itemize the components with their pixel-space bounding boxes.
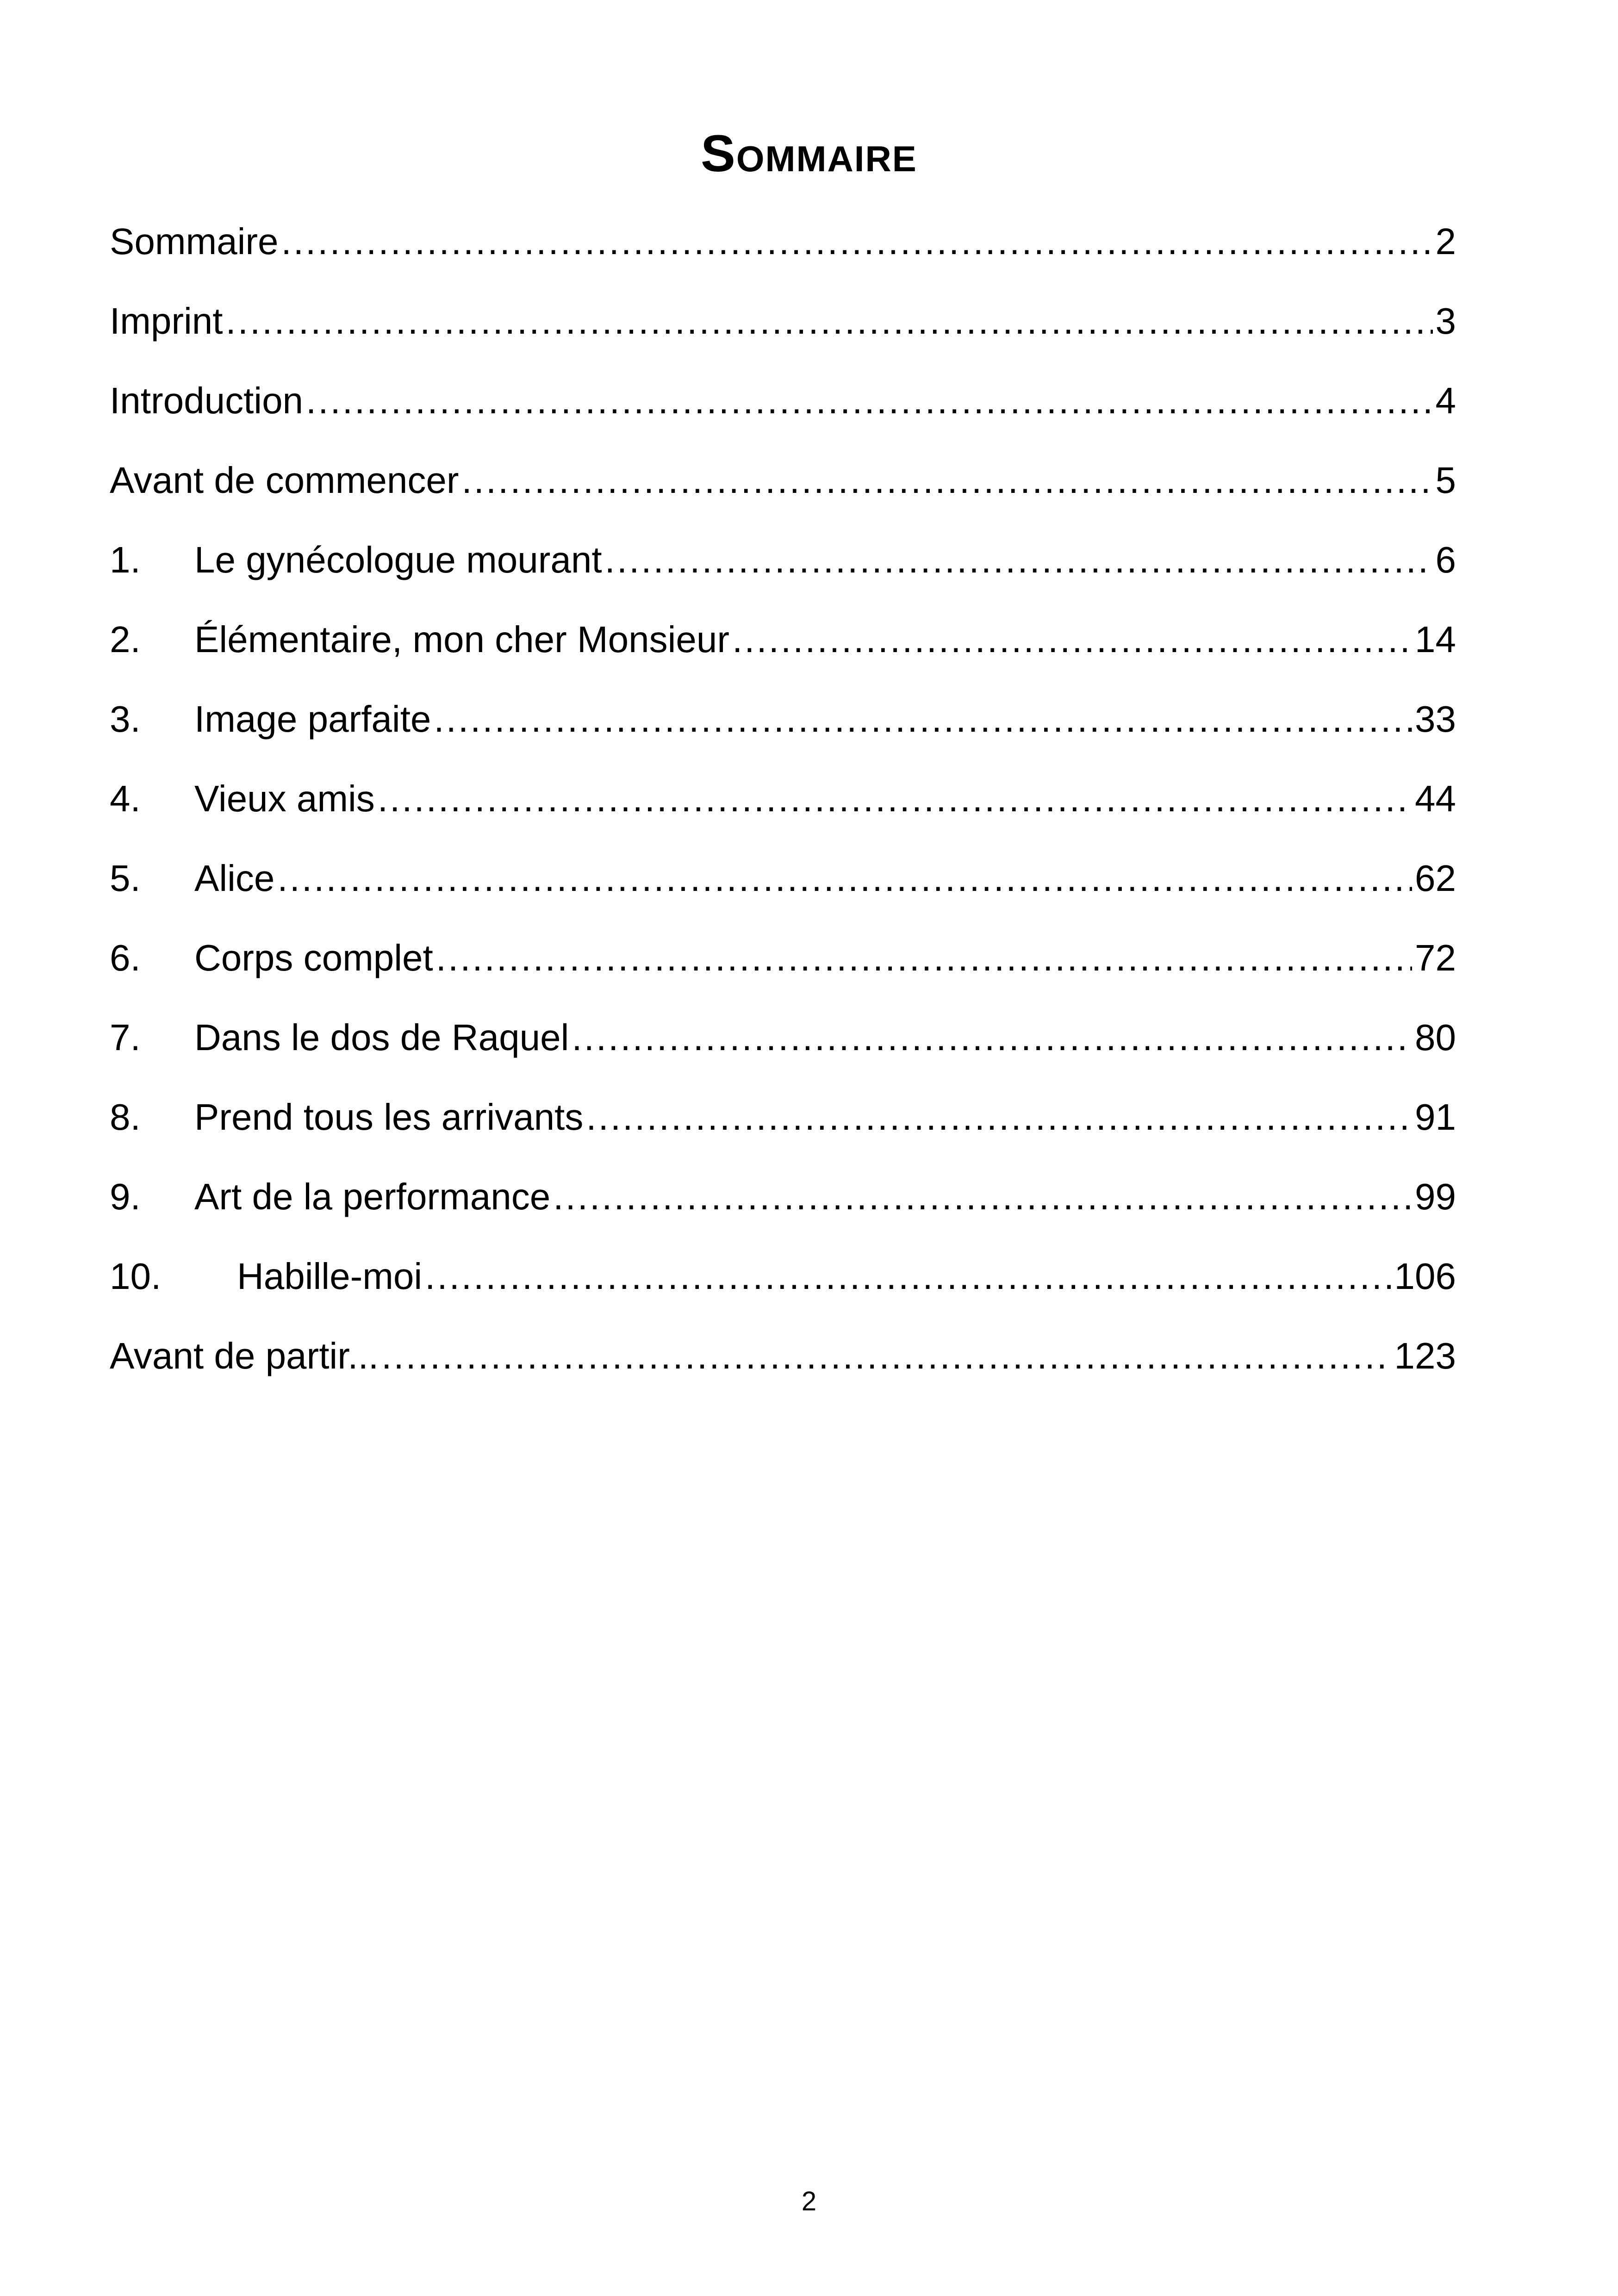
toc-entry-label: Sommaire	[110, 221, 279, 262]
toc-leader-dots	[226, 298, 1433, 344]
toc-entry-number: 8.	[110, 1096, 141, 1138]
toc-entry-page: 3	[1435, 300, 1456, 342]
toc-entry-label: Dans le dos de Raquel	[194, 1017, 569, 1058]
toc-entry-label: Avant de partir...	[110, 1335, 379, 1376]
toc-entry[interactable]	[110, 298, 1456, 378]
toc-entry-page: 5	[1435, 460, 1456, 501]
toc-leader-dots	[732, 616, 1412, 663]
toc-entry[interactable]	[110, 1014, 1456, 1094]
toc-entry[interactable]	[110, 457, 1456, 537]
toc-entry-label: Introduction	[110, 380, 304, 421]
toc-leader-dots	[586, 1094, 1412, 1140]
toc-leader-dots	[277, 855, 1412, 902]
toc-entry-number: 7.	[110, 1017, 141, 1058]
toc-entry-label: Élémentaire, mon cher Monsieur	[194, 619, 730, 660]
page-number: 2	[801, 2186, 817, 2216]
toc-entry-number: 1.	[110, 539, 141, 580]
toc-entry-label: Avant de commencer	[110, 460, 459, 501]
toc-entry-number: 5.	[110, 858, 141, 899]
toc-entry-page: 80	[1415, 1017, 1456, 1058]
toc-entry-page: 72	[1415, 937, 1456, 978]
toc-entry-page: 14	[1415, 619, 1456, 660]
toc-entry-page: 4	[1435, 380, 1456, 421]
toc-leader-dots	[306, 378, 1432, 424]
toc-entry[interactable]	[110, 1253, 1456, 1333]
toc-entry[interactable]	[110, 378, 1456, 457]
toc-leader-dots	[425, 1253, 1391, 1300]
toc-entry-page: 91	[1415, 1096, 1456, 1138]
toc-entry-page: 123	[1394, 1335, 1456, 1376]
page-title: Sommaire	[701, 124, 917, 182]
toc-entry-page: 44	[1415, 778, 1456, 819]
toc-entry-page: 62	[1415, 858, 1456, 899]
toc-entry-label: Art de la performance	[194, 1176, 551, 1217]
toc-entry[interactable]	[110, 696, 1456, 776]
toc-leader-dots	[436, 935, 1412, 981]
toc-entry-label: Alice	[194, 858, 275, 899]
toc-entry-label: Corps complet	[194, 937, 433, 978]
toc-entry-number: 6.	[110, 937, 141, 978]
toc-entry-label: Habille-moi	[237, 1256, 423, 1297]
toc-entry[interactable]	[110, 935, 1456, 1014]
toc-entry-label: Imprint	[110, 300, 223, 342]
toc-leader-dots	[572, 1014, 1412, 1061]
toc-leader-dots	[434, 696, 1412, 742]
toc-entry-number: 2.	[110, 619, 141, 660]
toc-entry[interactable]	[110, 537, 1456, 616]
toc-leader-dots	[605, 537, 1433, 583]
toc-entry[interactable]	[110, 218, 1456, 298]
toc-entry[interactable]	[110, 855, 1456, 935]
toc-entry-page: 106	[1394, 1256, 1456, 1297]
toc-entry[interactable]	[110, 1333, 1456, 1412]
toc-entry-label: Prend tous les arrivants	[194, 1096, 584, 1138]
toc-leader-dots	[378, 776, 1412, 822]
toc-entry-number: 9.	[110, 1176, 141, 1217]
toc-entry-page: 2	[1435, 221, 1456, 262]
toc-entry[interactable]	[110, 616, 1456, 696]
toc-entry-page: 33	[1415, 698, 1456, 740]
toc-entry[interactable]	[110, 1174, 1456, 1253]
toc-leader-dots	[381, 1333, 1391, 1379]
toc-leader-dots	[461, 457, 1432, 504]
table-of-contents	[110, 218, 1456, 1412]
toc-entry-number: 4.	[110, 778, 141, 819]
toc-leader-dots	[281, 218, 1433, 265]
toc-entry[interactable]	[110, 776, 1456, 855]
toc-entry-label: Vieux amis	[194, 778, 375, 819]
toc-entry[interactable]	[110, 1094, 1456, 1174]
toc-entry-number: 10.	[110, 1256, 162, 1297]
toc-entry-label: Le gynécologue mourant	[194, 539, 602, 580]
toc-entry-label: Image parfaite	[194, 698, 431, 740]
toc-entry-number: 3.	[110, 698, 141, 740]
toc-entry-page: 6	[1435, 539, 1456, 580]
toc-entry-page: 99	[1415, 1176, 1456, 1217]
toc-leader-dots	[553, 1174, 1412, 1220]
